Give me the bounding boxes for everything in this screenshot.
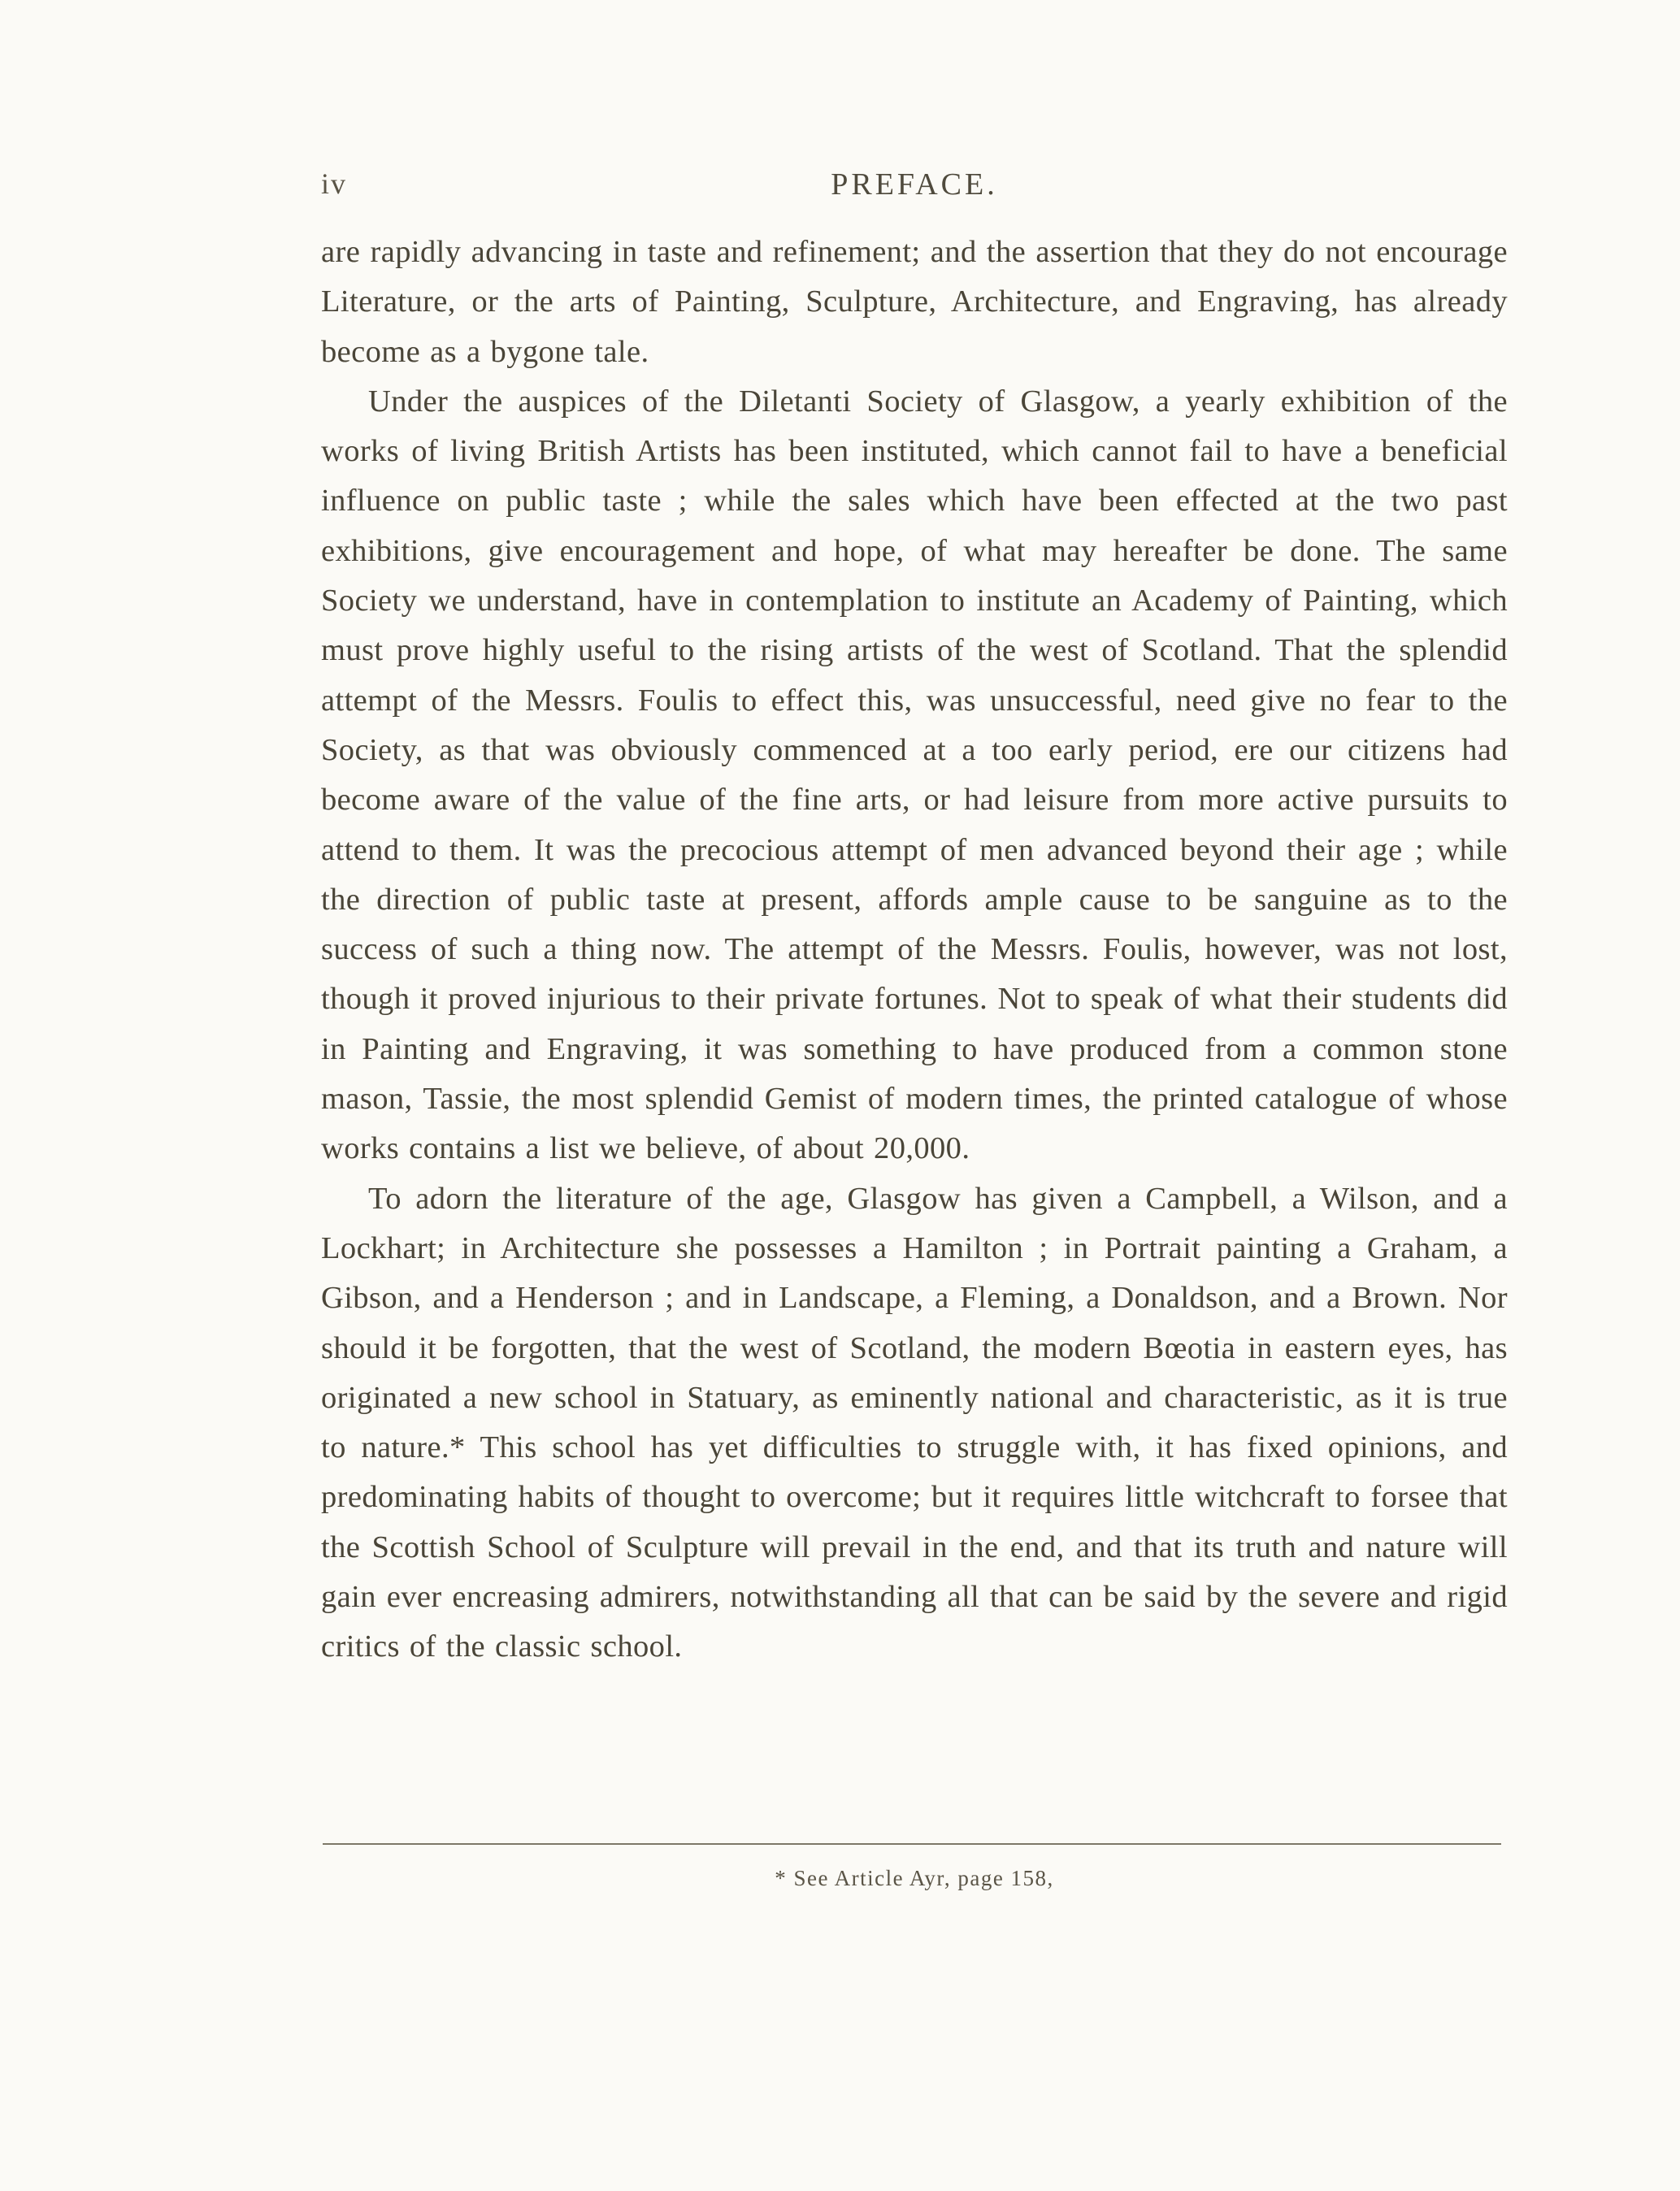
- paragraph-glasgow-literature: To adorn the literature of the age, Glasgow has given a Campbell, a Wilson, and a Lockhart; in Architecture she possesses a Hamilton ; in Portrait painting a Graham, a Gibson, and a Henderson ; and in Landscape, a Fleming, a Donaldson, and a Brown. Nor should it be forgotten, that the west of Scotland, the modern Bœotia in eastern eyes, has originated a new school in Statuary, as eminently national and characteristic, as it is true to nature.* This school has yet difficulties to struggle with, it has fixed opinions, and predominating habits of thought to overcome; but it requires little witchcraft to forsee that the Scottish School of Sculpture will prevail in the end, and that its truth and nature will gain ever encreasing admirers, notwithstanding all that can be said by the severe and rigid critics of the classic school.: [321, 1181, 1508, 1664]
- footnote: * See Article Ayr, page 158,: [775, 1866, 1054, 1890]
- paragraph-diletanti-society: Under the auspices of the Diletanti Society of Glasgow, a yearly exhibition of the works of living British Artists has been instituted, which cannot fail to have a beneficial influence on public taste ; while the sales which have been effected at the two past exhibitions, give encouragement and hope, of what may hereafter be done. The same Society we understand, have in contemplation to institute an Academy of Painting, which must prove highly useful to the rising artists of the west of Scotland. That the splendid attempt of the Messrs. Foulis to effect this, was unsuccessful, need give no fear to the Society, as that was obviously commenced at a too early period, ere our citizens had become aware of the value of the fine arts, or had leisure from more active pursuits to attend to them. It was the precocious attempt of men advanced beyond their age ; while the direction of public taste at present, affords ample cause to be sanguine as to the success of such a thing now. The attempt of the Messrs. Foulis, however, was not lost, though it proved injurious to their private fortunes. Not to speak of what their students did in Painting and Engraving, it was something to have produced from a common stone mason, Tassie, the most splendid Gemist of modern times, the printed catalogue of whose works contains a list we believe, of about 20,000.: [321, 384, 1508, 1166]
- paragraph-continuation: are rapidly advancing in taste and refinement; and the assertion that they do not encourage Literature, or the arts of Painting, Sculpture, Architecture, and Engraving, has already become as a bygone tale.: [321, 235, 1508, 369]
- footnote-rule: [323, 1843, 1501, 1845]
- body-text: [321, 228, 1508, 1673]
- page-number: iv: [321, 167, 348, 200]
- running-head: [321, 167, 1508, 215]
- page-title: PREFACE.: [831, 167, 998, 202]
